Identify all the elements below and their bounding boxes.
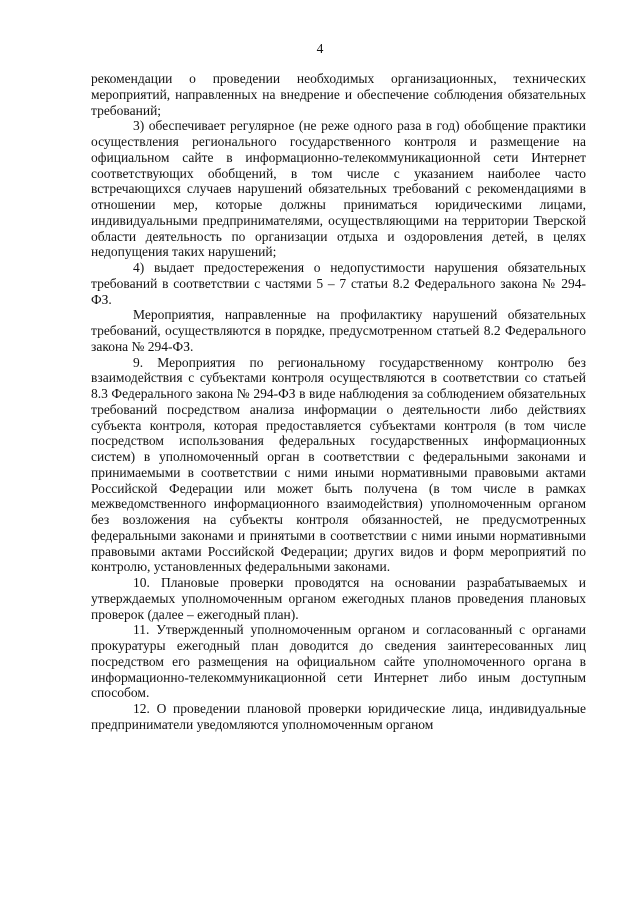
page-number: 4 [316,41,324,56]
paragraph-section-9: 9. Мероприятия по региональному государственному контролю без взаимодействия с субъектами контроля осуществляются в соответствии со статьей 8.3 Федерального закона № 294-ФЗ в виде наблюдения за соблюдением обязательных требований посредством анализа информации о деятельности либо действиях субъекта контроля, которая предоставляется субъектами контроля (в том числе посредством использования федеральных государственных информационных систем) в уполномоченный орган в соответствии с федеральными законами и принимаемыми в соответствии с ними иными нормативными правовыми актами Российской Федерации или может быть получена (в том числе в рамках межведомственного информационного взаимодействия) уполномоченным органом без возложения на субъекты контроля обязанностей, не предусмотренных федеральными законами и принятыми в соответствии с ними иными нормативными правовыми актами Российской Федерации; других видов и форм мероприятий по контролю, установленных федеральными законами. [91,354,586,575]
paragraph-section-11: 11. Утвержденный уполномоченным органом и согласованный с органами прокуратуры ежегодный план доводится до сведения заинтересованных лиц посредством его размещения на официальном сайте уполномоченного органа в информационно-телекоммуникационной сети Интернет либо иным доступным способом. [91,622,586,701]
paragraph-prevention-measures: Мероприятия, направленные на профилактику нарушений обязательных требований, осуществляются в порядке, предусмотренном статьей 8.2 Федерального закона № 294-ФЗ. [91,307,586,354]
paragraph-item-4: 4) выдает предостережения о недопустимости нарушения обязательных требований в соответствии с частями 5 – 7 статьи 8.2 Федерального закона № 294-ФЗ. [91,260,586,307]
body-text [91,71,586,733]
paragraph-section-10: 10. Плановые проверки проводятся на основании разрабатываемых и утверждаемых уполномоченным органом ежегодных планов проведения плановых проверок (далее – ежегодный план). [91,575,586,622]
paragraph-continuation: рекомендации о проведении необходимых организационных, технических мероприятий, направленных на внедрение и обеспечение соблюдения обязательных требований; [91,71,586,118]
paragraph-section-12: 12. О проведении плановой проверки юридические лица, индивидуальные предприниматели уведомляются уполномоченным органом [91,701,586,732]
paragraph-item-3: 3) обеспечивает регулярное (не реже одного раза в год) обобщение практики осуществления регионального государственного контроля и размещение на официальном сайте в информационно-телекоммуникационной сети Интернет соответствующих обобщений, в том числе с указанием наиболее часто встречающихся случаев нарушений обязательных требований с рекомендациями в отношении мер, которые должны приниматься юридическими лицами, индивидуальными предпринимателями, осуществляющими на территории Тверской области деятельность по организации отдыха и оздоровления детей, в целях недопущения таких нарушений; [91,118,586,260]
